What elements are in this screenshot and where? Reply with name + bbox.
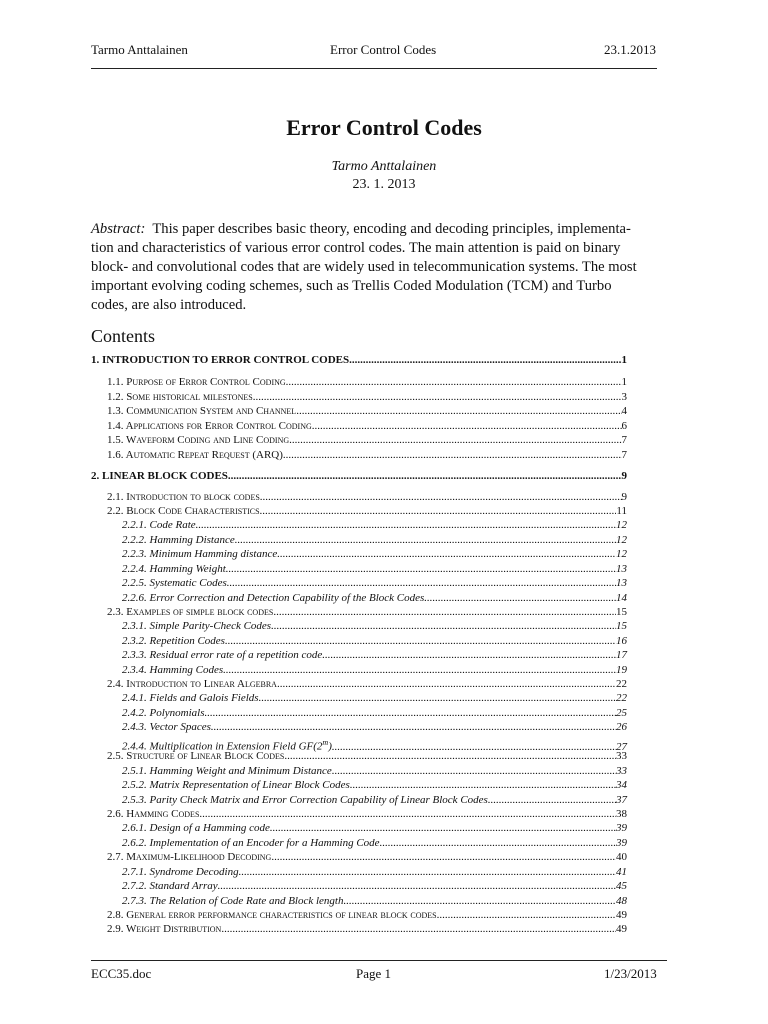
toc-entry[interactable] bbox=[107, 505, 627, 518]
toc-entry-page: 48 bbox=[616, 895, 627, 907]
header-date: 23.1.2013 bbox=[604, 42, 656, 57]
header-divider bbox=[91, 68, 657, 69]
toc-entry-page: 7 bbox=[621, 449, 627, 461]
toc-entry[interactable] bbox=[107, 909, 627, 922]
toc-entry[interactable] bbox=[122, 577, 627, 590]
toc-entry-label: 2.6.2. Implementation of an Encoder for a Hamming Code bbox=[122, 837, 380, 849]
toc-leader-dots bbox=[260, 505, 617, 518]
toc-entry-page: 16 bbox=[616, 635, 627, 647]
toc-entry-page: 38 bbox=[616, 808, 627, 820]
toc-entry-page: 39 bbox=[616, 822, 627, 834]
toc-leader-dots bbox=[253, 391, 622, 404]
toc-entry-label: 2.4.4. Multiplication in Extension Field GF(2$^m$) bbox=[122, 738, 332, 753]
toc-entry[interactable] bbox=[122, 822, 627, 835]
author-name: Tarmo Anttalainen bbox=[331, 159, 437, 174]
toc-entry[interactable] bbox=[122, 519, 627, 532]
toc-leader-dots bbox=[296, 405, 621, 418]
toc-entry[interactable] bbox=[107, 678, 627, 691]
toc-entry-page: 37 bbox=[616, 794, 627, 806]
toc-leader-dots bbox=[221, 923, 616, 936]
toc-entry-label: 2.2.3. Minimum Hamming distance bbox=[122, 548, 278, 560]
toc-entry-page: 27 bbox=[616, 740, 627, 753]
toc-entry-page: 17 bbox=[616, 649, 627, 661]
toc-entry[interactable] bbox=[107, 376, 627, 389]
toc-leader-dots bbox=[223, 664, 616, 677]
toc-entry[interactable] bbox=[122, 649, 627, 662]
abstract-line: codes, are also introduced. bbox=[91, 297, 247, 313]
toc-entry[interactable] bbox=[91, 470, 627, 483]
toc-entry-label: 2.5.2. Matrix Representation of Linear Block Codes bbox=[122, 779, 350, 791]
toc-entry-label: 2.5. Structure of Linear Block Codes bbox=[107, 750, 285, 762]
toc-entry-page: 34 bbox=[616, 779, 627, 791]
toc-leader-dots bbox=[284, 750, 616, 763]
toc-entry-label: 2.5.1. Hamming Weight and Minimum Distance bbox=[122, 765, 332, 777]
toc-entry-label: 2.7.1. Syndrome Decoding bbox=[122, 866, 239, 878]
toc-entry-label: 2.4.3. Vector Spaces bbox=[122, 721, 211, 733]
toc-leader-dots bbox=[211, 721, 616, 734]
toc-entry-page: 39 bbox=[616, 837, 627, 849]
toc-entry-label: 2.5.3. Parity Check Matrix and Error Correction Capability of Linear Block Codes bbox=[122, 794, 488, 806]
toc-entry-label: 2.3.1. Simple Parity-Check Codes bbox=[122, 620, 272, 632]
toc-entry-label: 1.4. Applications for Error Control Coding bbox=[107, 420, 312, 432]
toc-leader-dots bbox=[227, 577, 616, 590]
toc-entry-label: 1.3. Communication System and Channel bbox=[107, 405, 297, 417]
toc-entry-label: 1.2. Some historical milestones bbox=[107, 391, 253, 403]
toc-entry[interactable] bbox=[107, 606, 627, 619]
toc-leader-dots bbox=[322, 649, 616, 662]
toc-entry-page: 11 bbox=[616, 505, 627, 517]
toc-leader-dots bbox=[271, 620, 616, 633]
toc-entry-page: 13 bbox=[616, 563, 627, 575]
toc-entry[interactable] bbox=[122, 563, 627, 576]
toc-leader-dots bbox=[205, 707, 617, 720]
toc-entry-page: 22 bbox=[616, 678, 627, 690]
toc-entry-page: 45 bbox=[616, 880, 627, 892]
toc-entry-page: 7 bbox=[621, 434, 627, 446]
toc-leader-dots bbox=[286, 376, 622, 389]
toc-leader-dots bbox=[344, 895, 617, 908]
toc-leader-dots bbox=[270, 822, 616, 835]
toc-leader-dots bbox=[283, 449, 622, 462]
publication-date: 23. 1. 2013 bbox=[352, 177, 416, 192]
toc-entry-label: 1.6. Automatic Repeat Request (ARQ) bbox=[107, 449, 283, 461]
toc-entry[interactable] bbox=[107, 420, 627, 433]
contents-heading: Contents bbox=[91, 326, 156, 346]
toc-leader-dots bbox=[437, 909, 616, 922]
toc-leader-dots bbox=[312, 420, 622, 433]
toc-entry-page: 49 bbox=[616, 909, 627, 921]
toc-leader-dots bbox=[277, 548, 616, 561]
footer-file: ECC35.doc bbox=[91, 966, 152, 981]
toc-leader-dots bbox=[259, 692, 616, 705]
toc-entry[interactable] bbox=[122, 721, 627, 734]
footer-date: 1/23/2013 bbox=[604, 966, 657, 981]
footer-divider bbox=[91, 960, 667, 961]
toc-entry[interactable] bbox=[107, 808, 627, 821]
footer-page: Page 1 bbox=[356, 966, 392, 981]
toc-leader-dots bbox=[488, 794, 616, 807]
toc-entry-label: 2.2.4. Hamming Weight bbox=[122, 563, 226, 575]
toc-entry[interactable] bbox=[91, 354, 627, 367]
toc-entry-label: 1.1. Purpose of Error Control Coding bbox=[107, 376, 286, 388]
toc-entry-page: 6 bbox=[621, 420, 627, 432]
toc-entry-page: 12 bbox=[616, 548, 627, 560]
toc-leader-dots bbox=[271, 851, 616, 864]
toc-entry[interactable] bbox=[122, 707, 627, 720]
toc-entry-page: 41 bbox=[616, 866, 627, 878]
toc-entry-label: 2.7.3. The Relation of Code Rate and Block length bbox=[122, 895, 344, 907]
toc-entry-label: 2.4.1. Fields and Galois Fields bbox=[122, 692, 259, 704]
toc-entry-label: 1.5. Waveform Coding and Line Coding bbox=[107, 434, 290, 446]
toc-entry-label: 2.3. Examples of simple block codes bbox=[107, 606, 274, 618]
toc-leader-dots bbox=[380, 837, 616, 850]
toc-entry-label: 1. INTRODUCTION TO ERROR CONTROL CODES bbox=[91, 354, 350, 366]
toc-entry-page: 1 bbox=[621, 376, 627, 388]
toc-entry[interactable] bbox=[122, 692, 627, 705]
toc-leader-dots bbox=[260, 491, 622, 504]
toc-entry[interactable] bbox=[122, 880, 627, 893]
toc-entry[interactable] bbox=[122, 548, 627, 561]
toc-entry-label: 2.8. General error performance characteristics of linear block codes bbox=[107, 909, 437, 921]
toc-entry-page: 25 bbox=[616, 707, 627, 719]
toc-entry[interactable] bbox=[107, 491, 627, 504]
toc-entry[interactable] bbox=[122, 779, 627, 792]
toc-entry[interactable] bbox=[107, 449, 627, 462]
toc-entry-label: 2.2. Block Code Characteristics bbox=[107, 505, 260, 517]
toc-entry-label: 2.1. Introduction to block codes bbox=[107, 491, 260, 503]
toc-leader-dots bbox=[239, 866, 616, 879]
toc-entry-label: 2.7. Maximum-Likelihood Decoding bbox=[107, 851, 272, 863]
toc-entry-label: 2.6. Hamming Codes bbox=[107, 808, 200, 820]
toc-entry-page: 15 bbox=[616, 620, 627, 632]
toc-leader-dots bbox=[228, 470, 622, 483]
toc-entry-page: 3 bbox=[621, 391, 627, 403]
toc-leader-dots bbox=[332, 765, 616, 778]
toc-entry-label: 2.9. Weight Distribution bbox=[107, 923, 222, 935]
toc-entry-label: 2.2.2. Hamming Distance bbox=[122, 534, 235, 546]
toc-entry[interactable] bbox=[122, 664, 627, 677]
toc-leader-dots bbox=[277, 678, 616, 691]
toc-entry-page: 40 bbox=[616, 851, 627, 863]
toc-entry-page: 9 bbox=[621, 470, 627, 482]
toc-entry[interactable] bbox=[122, 635, 627, 648]
header-doc-title: Error Control Codes bbox=[330, 42, 437, 57]
toc-leader-dots bbox=[349, 354, 621, 367]
toc-entry-label: 2.3.3. Residual error rate of a repetition code bbox=[122, 649, 323, 661]
toc-entry[interactable] bbox=[107, 434, 627, 447]
toc-entry-page: 4 bbox=[621, 405, 627, 417]
toc-entry[interactable] bbox=[107, 750, 627, 763]
toc-entry[interactable] bbox=[122, 895, 627, 908]
toc-leader-dots bbox=[424, 592, 616, 605]
toc-entry[interactable] bbox=[122, 866, 627, 879]
toc-leader-dots bbox=[196, 519, 616, 532]
toc-entry-label: 2.4.2. Polynomials bbox=[122, 707, 205, 719]
toc-entry[interactable] bbox=[122, 592, 627, 605]
toc-entry[interactable] bbox=[107, 405, 627, 418]
toc-entry-page: 33 bbox=[616, 750, 627, 762]
page-title: Error Control Codes bbox=[286, 115, 482, 140]
abstract-line: Abstract: This paper describes basic theory, encoding and decoding principles, implementa- bbox=[91, 221, 631, 237]
toc-entry[interactable] bbox=[107, 923, 627, 936]
toc-leader-dots bbox=[225, 635, 616, 648]
toc-entry-label: 2.4. Introduction to Linear Algebra bbox=[107, 678, 277, 690]
toc-entry-page: 33 bbox=[616, 765, 627, 777]
toc-entry[interactable] bbox=[107, 391, 627, 404]
toc-entry[interactable] bbox=[122, 794, 627, 807]
toc-leader-dots bbox=[273, 606, 616, 619]
abstract bbox=[91, 220, 669, 315]
toc-entry[interactable] bbox=[107, 851, 627, 864]
abstract-label: Abstract: bbox=[91, 221, 146, 237]
toc-entry-page: 49 bbox=[616, 923, 627, 935]
toc-entry[interactable] bbox=[122, 534, 627, 547]
toc-entry-label: 2.6.1. Design of a Hamming code bbox=[122, 822, 270, 834]
toc-leader-dots bbox=[235, 534, 616, 547]
toc-entry-label: 2. LINEAR BLOCK CODES bbox=[91, 470, 228, 482]
toc-entry-page: 15 bbox=[616, 606, 627, 618]
toc-leader-dots bbox=[350, 779, 616, 792]
toc-entry-page: 12 bbox=[616, 519, 627, 531]
abstract-line: tion and characteristics of various error control codes. The main attention is paid on binary bbox=[91, 240, 621, 256]
toc-entry-page: 14 bbox=[616, 592, 627, 604]
toc-entry-page: 12 bbox=[616, 534, 627, 546]
abstract-line: block- and convolutional codes that are widely used in telecommunication systems. The most bbox=[91, 259, 637, 275]
toc-leader-dots bbox=[226, 563, 616, 576]
toc-entry[interactable] bbox=[122, 765, 627, 778]
toc-entry-label: 2.3.2. Repetition Codes bbox=[122, 635, 225, 647]
toc-entry-page: 19 bbox=[616, 664, 627, 676]
toc-entry-label: 2.2.1. Code Rate bbox=[122, 519, 196, 531]
toc-entry-page: 13 bbox=[616, 577, 627, 589]
toc-leader-dots bbox=[289, 434, 621, 447]
toc-leader-dots bbox=[199, 808, 616, 821]
toc-entry-page: 26 bbox=[616, 721, 627, 733]
toc-entry-page: 22 bbox=[616, 692, 627, 704]
toc-entry-page: 1 bbox=[621, 354, 627, 366]
toc-leader-dots bbox=[218, 880, 616, 893]
toc-entry[interactable] bbox=[122, 837, 627, 850]
toc-entry[interactable] bbox=[122, 620, 627, 633]
toc-entry-label: 2.3.4. Hamming Codes bbox=[122, 664, 224, 676]
toc-entry-label: 2.2.5. Systematic Codes bbox=[122, 577, 227, 589]
toc-entry-label: 2.2.6. Error Correction and Detection Capability of the Block Codes bbox=[122, 592, 425, 604]
toc-entry-label: 2.7.2. Standard Array bbox=[122, 880, 218, 892]
toc-entry-page: 9 bbox=[621, 491, 627, 503]
header-author: Tarmo Anttalainen bbox=[91, 42, 188, 57]
abstract-line: important evolving coding schemes, such as Trellis Coded Modulation (TCM) and Turbo bbox=[91, 278, 612, 294]
